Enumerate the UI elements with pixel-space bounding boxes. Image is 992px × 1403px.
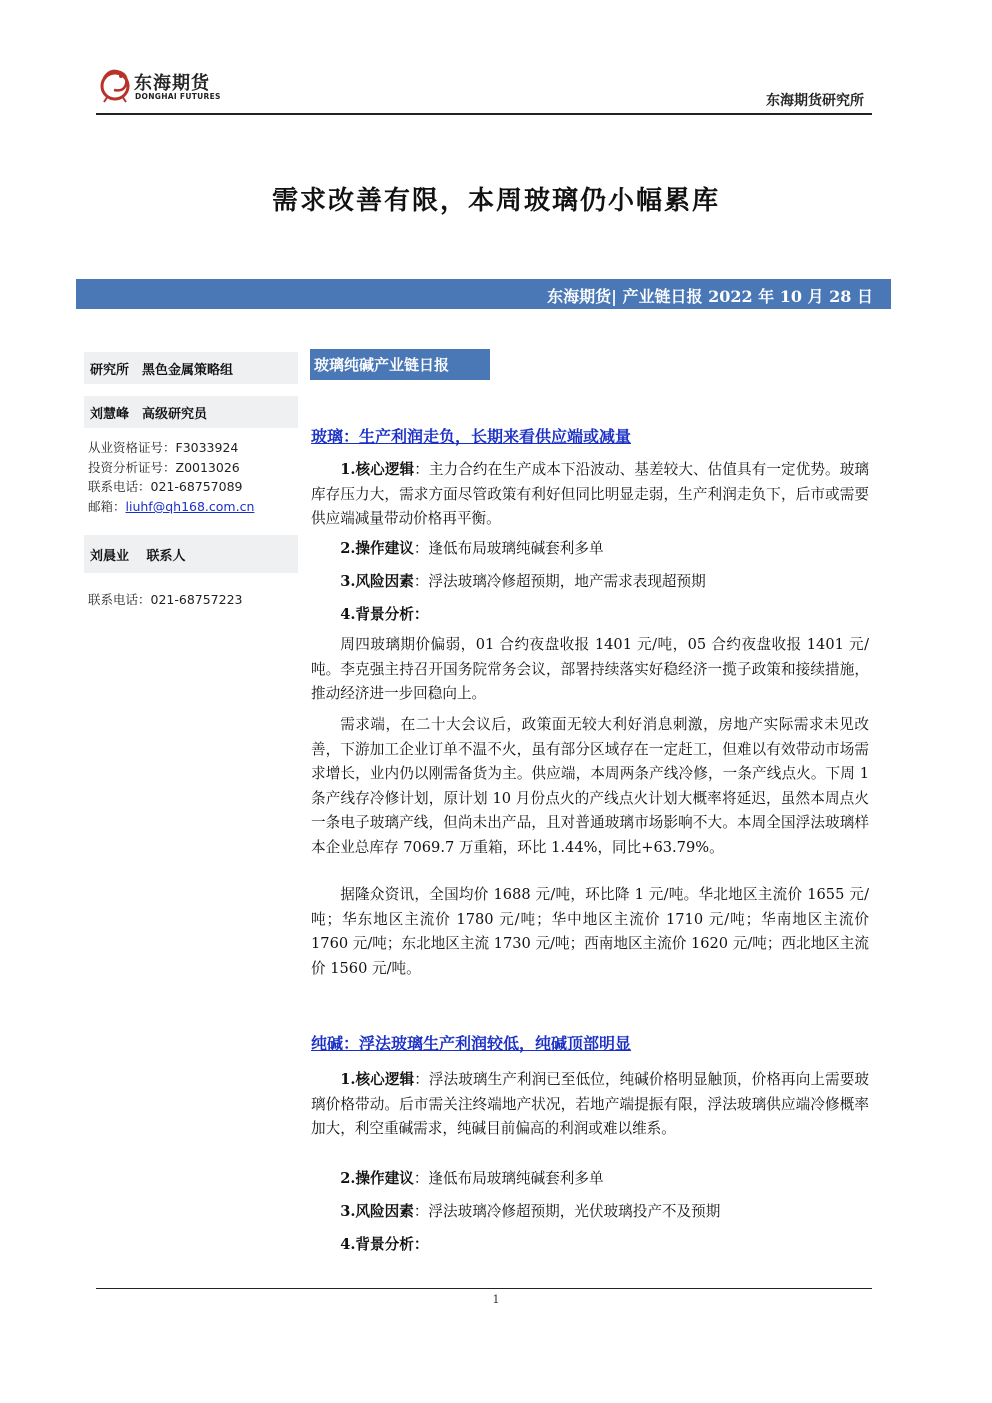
footer-divider	[96, 1288, 872, 1289]
soda-risk	[311, 1200, 869, 1225]
qualification-cert: 从业资格证号：F3033924	[88, 440, 239, 455]
page-number: 1	[492, 1293, 500, 1306]
glass-bg-paragraph-3: 据隆众资讯，全国均价 1688 元/吨，环比降 1 元/吨。华北地区主流价 1655 元/吨；华东地区主流价 1780 元/吨；华中地区主流价 1710 元/吨；华南地区主流价 1760 元/吨；东北地区主流 1730 元/吨；西南地区主流价 1620 元/吨；西北地区主流价 1560 元/吨。	[311, 886, 869, 977]
glass-background-heading	[311, 603, 869, 628]
glass-bg-colon: ：	[413, 606, 429, 623]
soda-risk-label: 3.风险因素	[340, 1203, 414, 1220]
glass-bg-paragraph-2: 需求端，在二十大会议后，政策面无较大利好消息刺激，房地产实际需求未见改善，下游加工企业订单不温不火，虽有部分区域存在一定赶工，但难以有效带动市场需求增长，业内仍以刚需备货为主。供应端，本周两条产线冷修，一条产线点火。下周 1 条产线存冷修计划，原计划 10 月份点火的产线点火计划大概率将延迟，虽然本周点火一条电子玻璃产线，但尚未出产品，且对普通玻璃市场影响不大。本周全国浮法玻璃样本企业总库存 7069.7 万重箱，环比 1.44%，同比+63.79%。	[311, 716, 869, 856]
soda-bg-colon: ：	[413, 1236, 429, 1253]
soda-logic-text: ：浮法玻璃生产利润已至低位，纯碱价格明显触顶，价格再向上需要玻璃价格带动。后市需关注终端地产状况，若地产端提振有限，浮法玻璃供应端冷修概率加大，利空重碱需求，纯碱目前偏高的利润或难以维系。	[311, 1071, 869, 1137]
glass-risk-label: 3.风险因素	[340, 573, 414, 590]
glass-risk-text: ：浮法玻璃冷修超预期，地产需求表现超预期	[413, 573, 706, 590]
company-logo	[98, 66, 228, 106]
header-org: 东海期货研究所	[766, 93, 864, 109]
logo-text-en: DONGHAI FUTURES	[135, 92, 221, 101]
glass-advice-label: 2.操作建议	[340, 540, 414, 557]
header-divider	[96, 113, 872, 115]
analyst-phone: 联系电话：021-68757089	[88, 479, 243, 494]
soda-advice	[311, 1167, 869, 1192]
banner-text: 东海期货| 产业链日报 2022 年 10 月 28 日	[547, 287, 873, 306]
glass-logic-label: 1.核心逻辑	[340, 461, 415, 478]
report-title: 需求改善有限，本周玻璃仍小幅累库	[271, 186, 720, 216]
logo-text-cn: 东海期货	[134, 73, 210, 94]
glass-core-logic	[311, 458, 869, 532]
glass-bg-paragraph-1: 周四玻璃期价偏弱，01 合约夜盘收报 1401 元/吨，05 合约夜盘收报 1401 元/吨。李克强主持召开国务院常务会议，部署持续落实好稳经济一揽子政策和接续措施，推动经济进一步回稳向上。	[311, 636, 869, 702]
glass-risk	[311, 570, 869, 595]
glass-bg-label: 4.背景分析	[340, 606, 414, 623]
email-link[interactable]: liuhf@qh168.com.cn	[125, 499, 255, 514]
sidebar-dept: 研究所 黑色金属策略组	[84, 352, 298, 384]
soda-logic-label: 1.核心逻辑	[340, 1071, 415, 1088]
soda-advice-label: 2.操作建议	[340, 1170, 414, 1187]
contact-phone: 联系电话：021-68757223	[88, 592, 243, 607]
investment-cert: 投资分析证号：Z0013026	[88, 460, 240, 475]
report-banner	[76, 279, 891, 309]
glass-logic-text: ：主力合约在生产成本下沿波动、基差较大、估值具有一定优势。玻璃库存压力大，需求方面尽管政策有利好但同比明显走弱，生产利润走负下，后市或需要供应端减量带动价格再平衡。	[311, 461, 869, 527]
soda-core-logic	[311, 1068, 869, 1142]
sidebar-analyst: 刘慧峰 高级研究员	[84, 396, 298, 428]
soda-bg-label: 4.背景分析	[340, 1236, 414, 1253]
email-label: 邮箱：	[88, 499, 126, 514]
glass-advice	[311, 537, 869, 562]
soda-advice-text: ：逢低布局玻璃纯碱套利多单	[413, 1170, 604, 1187]
glass-advice-text: ：逢低布局玻璃纯碱套利多单	[413, 540, 604, 557]
dragon-logo-icon	[98, 66, 134, 104]
glass-section-heading[interactable]: 玻璃：生产利润走负，长期来看供应端或减量	[311, 427, 632, 446]
soda-background-heading	[311, 1233, 869, 1258]
soda-section-heading[interactable]: 纯碱：浮法玻璃生产利润较低，纯碱顶部明显	[311, 1034, 632, 1053]
report-type-chip: 玻璃纯碱产业链日报	[310, 349, 490, 380]
analyst-email-row	[88, 497, 254, 515]
soda-risk-text: ：浮法玻璃冷修超预期，光伏玻璃投产不及预期	[413, 1203, 721, 1220]
sidebar-contact: 刘晨业 联系人	[84, 535, 298, 573]
